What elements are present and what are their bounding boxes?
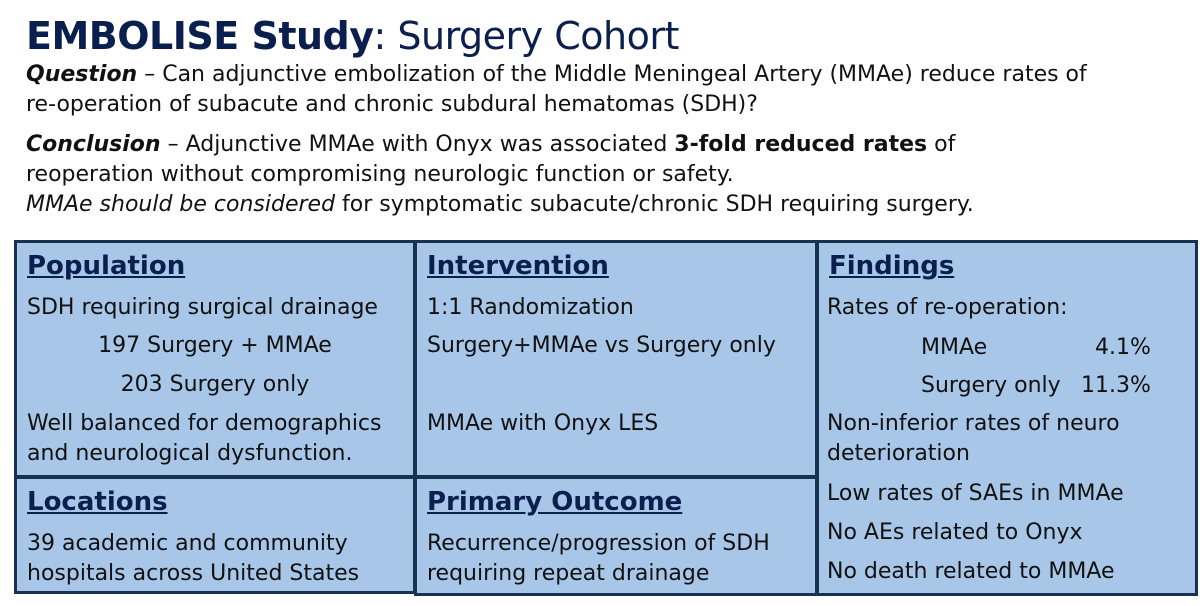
findings-noninferior-line1: Non-inferior rates of neuro (827, 411, 1120, 436)
question-text-line1: – Can adjunctive embolization of the Middle Meningeal Artery (MMAe) reduce rates of (137, 62, 1087, 87)
population-line1: SDH requiring surgical drainage (27, 295, 378, 320)
locations-heading: Locations (27, 487, 168, 517)
conclusion-emphasis: 3-fold reduced rates (674, 132, 928, 157)
findings-rates-label: Rates of re-operation: (827, 295, 1068, 320)
intervention-line3: MMAe with Onyx LES (427, 411, 659, 436)
population-heading: Population (27, 251, 186, 281)
findings-heading: Findings (829, 251, 955, 281)
locations-box (14, 476, 416, 594)
primary-outcome-box (414, 476, 818, 596)
intervention-box (414, 240, 818, 478)
conclusion-paragraph (26, 130, 1186, 220)
conclusion-text-pre: – Adjunctive MMAe with Onyx was associated (160, 132, 675, 157)
intervention-heading: Intervention (427, 251, 609, 281)
locations-line2: hospitals across United States (27, 561, 360, 586)
population-surgery-mmae-count: 197 Surgery + MMAe (98, 333, 332, 358)
primary-outcome-heading: Primary Outcome (427, 487, 683, 517)
conclusion-line2: reoperation without compromising neurologic function or safety. (26, 162, 734, 187)
intervention-line2: Surgery+MMAe vs Surgery only (427, 333, 776, 358)
primary-outcome-line1: Recurrence/progression of SDH (427, 531, 770, 556)
findings-noninferior-line2: deterioration (827, 441, 970, 466)
question-text-line2: re-operation of subacute and chronic subdural hematomas (SDH)? (26, 92, 758, 117)
conclusion-label: Conclusion (26, 132, 161, 157)
conclusion-text-post: of (927, 132, 956, 157)
title-bold: EMBOLISE Study (26, 14, 374, 58)
findings-rate-group: Surgery only (921, 373, 1061, 398)
population-line5: and neurological dysfunction. (27, 441, 353, 466)
findings-saes: Low rates of SAEs in MMAe (827, 481, 1124, 506)
findings-box (816, 240, 1198, 596)
question-label: Question (26, 62, 138, 87)
title-rest: : Surgery Cohort (373, 14, 679, 58)
intervention-line1: 1:1 Randomization (427, 295, 634, 320)
findings-rate-value: 11.3% (1081, 373, 1151, 398)
findings-rate-value: 4.1% (1095, 335, 1151, 360)
page-title (26, 10, 679, 62)
population-surgery-only-count: 203 Surgery only (120, 372, 310, 397)
findings-aes: No AEs related to Onyx (827, 520, 1083, 545)
conclusion-line3-italic: MMAe should be considered (26, 192, 336, 217)
population-box (14, 240, 416, 478)
question-paragraph (26, 60, 1186, 120)
findings-death: No death related to MMAe (827, 559, 1115, 584)
population-line4: Well balanced for demographics (27, 411, 382, 436)
findings-rate-group: MMAe (921, 335, 988, 360)
primary-outcome-line2: requiring repeat drainage (427, 561, 710, 586)
conclusion-line3-rest: for symptomatic subacute/chronic SDH requiring surgery. (335, 192, 974, 217)
locations-line1: 39 academic and community (27, 531, 348, 556)
